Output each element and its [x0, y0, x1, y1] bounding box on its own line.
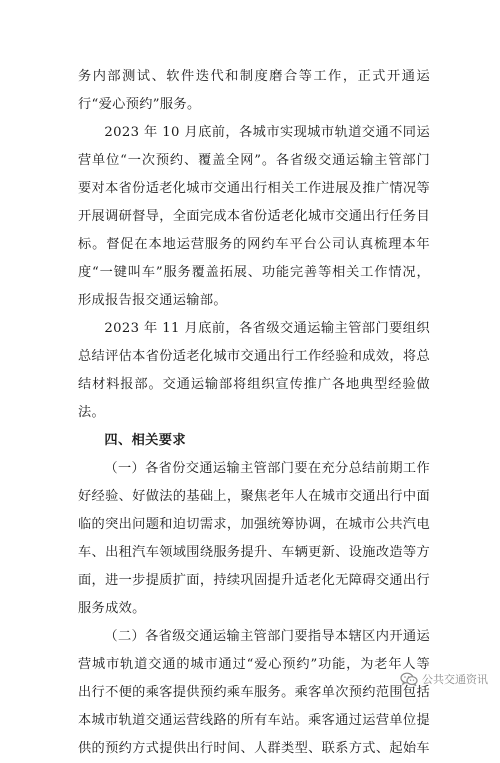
- watermark: [400, 671, 488, 687]
- paragraph-requirement-2: （二）各省级交通运输主管部门要指导本辖区内开通运营城市轨道交通的城市通过“爱心预约”功能，为老年人等出行不便的乘客提供预约乘车服务。乘客单次预约范围包括本城市轨道交通运营线路的所有车站。乘客通过运营单位提供的预约方式提供出行时间、人群类型、联系方式、起始车: [78, 629, 430, 756]
- document-body: [78, 63, 430, 763]
- paragraph-continuation: 务内部测试、软件迭代和制度磨合等工作，正式开通运行“爱心预约”服务。: [78, 69, 430, 112]
- wechat-icon: [400, 672, 418, 686]
- watermark-text: 公共交通资讯: [422, 673, 488, 686]
- paragraph-requirement-1: （一）各省份交通运输主管部门要在充分总结前期工作好经验、好做法的基础上，聚焦老年人在城市交通出行中面临的突出问题和迫切需求，加强统筹协调，在城市公共汽电车、出租汽车领域围绕服务提升、车辆更新、设施改造等方面，进一步提质扩面，持续巩固提升适老化无障碍交通出行服务成效。: [78, 461, 430, 616]
- paragraph-november-deadline: 2023 年 11 月底前，各省级交通运输主管部门要组织总结评估本省份适老化城市交通出行工作经验和成效，将总结材料报部。交通运输部将组织宣传推广各地典型经验做法。: [78, 321, 430, 420]
- paragraph-october-deadline: 2023 年 10 月底前，各城市实现城市轨道交通不同运营单位“一次预约、覆盖全网”。各省级交通运输主管部门要对本省份适老化城市交通出行相关工作进展及推广情况等开展调研督导，全面完成本省份适老化城市交通出行任务目标。督促在本地运营服务的网约车平台公司认真梳理本年度“一键叫车”服务覆盖拓展、功能完善等相关工作情况，形成报告报交通运输部。: [78, 125, 430, 308]
- section-heading: 四、相关要求: [104, 433, 186, 448]
